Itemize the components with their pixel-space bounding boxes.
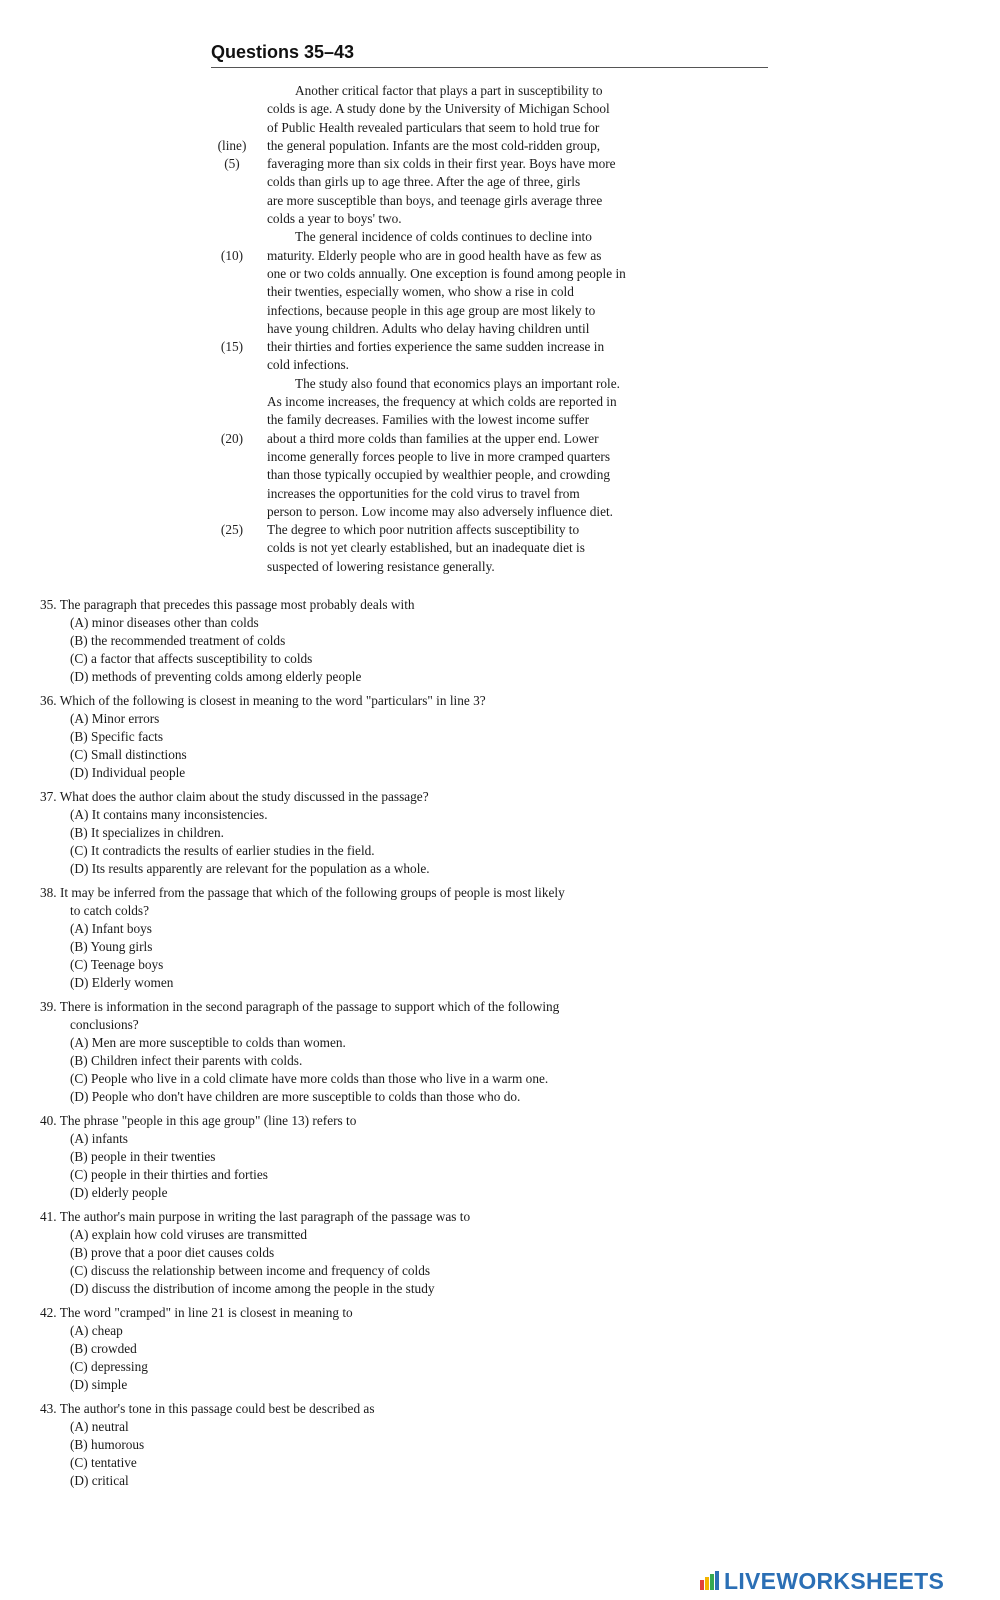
question-stem bbox=[40, 788, 740, 806]
passage-line-text: suspected of lowering resistance generally. bbox=[267, 558, 495, 574]
question-stem-text: What does the author claim about the study discussed in the passage? bbox=[59, 789, 429, 805]
passage-line-text: colds is not yet clearly established, but an inadequate diet is bbox=[267, 540, 585, 556]
question-stem-text: The word "cramped" in line 21 is closest in meaning to bbox=[59, 1305, 353, 1321]
passage-line bbox=[211, 173, 771, 191]
question-40 bbox=[40, 1112, 740, 1202]
question-list bbox=[40, 596, 740, 1496]
line-number: (line) bbox=[217, 137, 247, 153]
passage-line bbox=[211, 558, 771, 576]
passage-line bbox=[211, 539, 771, 557]
question-number: 39. bbox=[40, 999, 57, 1015]
passage-line-text: the general population. Infants are the most cold-ridden group, bbox=[267, 137, 601, 153]
passage-line-text: increases the opportunities for the cold virus to travel from bbox=[267, 485, 580, 501]
passage-line-text: than those typically occupied by wealthier people, and crowding bbox=[267, 467, 611, 483]
question-number: 38. bbox=[40, 885, 57, 901]
passage-line-text: income generally forces people to live in more cramped quarters bbox=[267, 448, 610, 464]
line-number: (15) bbox=[220, 339, 244, 355]
passage-line-text: maturity. Elderly people who are in good health have as few as bbox=[267, 247, 602, 263]
answer-option: (B) It specializes in children. bbox=[70, 824, 224, 840]
answer-option: (C) people in their thirties and forties bbox=[70, 1166, 268, 1182]
answer-option: (C) It contradicts the results of earlier studies in the field. bbox=[70, 842, 375, 858]
question-number: 40. bbox=[40, 1112, 57, 1128]
logo-bar bbox=[700, 1580, 704, 1590]
question-stem-text: The paragraph that precedes this passage most probably deals with bbox=[59, 597, 415, 612]
question-stem bbox=[40, 596, 740, 614]
passage-line bbox=[211, 155, 771, 173]
passage-line bbox=[211, 302, 771, 320]
answer-option: (A) Men are more susceptible to colds than women. bbox=[70, 1034, 346, 1050]
passage-line bbox=[211, 430, 771, 448]
answer-option: (D) Elderly women bbox=[70, 974, 174, 990]
line-number: (20) bbox=[220, 430, 244, 446]
passage-line bbox=[211, 356, 771, 374]
question-stem bbox=[40, 1112, 740, 1130]
passage-line bbox=[211, 82, 771, 100]
passage-line-text: The degree to which poor nutrition affects susceptibility to bbox=[267, 522, 580, 538]
answer-option: (A) Infant boys bbox=[70, 920, 152, 936]
question-stem bbox=[40, 1304, 740, 1322]
question-stem-text: Which of the following is closest in meaning to the word "particulars" in line 3? bbox=[59, 693, 486, 709]
answer-option: (B) prove that a poor diet causes colds bbox=[70, 1244, 275, 1260]
question-number: 37. bbox=[40, 789, 57, 805]
passage-line bbox=[211, 411, 771, 429]
answer-option: (D) elderly people bbox=[70, 1184, 168, 1200]
liveworksheets-mark-icon bbox=[700, 1570, 720, 1592]
question-number: 36. bbox=[40, 693, 57, 709]
passage-line-text: the family decreases. Families with the lowest income suffer bbox=[267, 412, 590, 428]
liveworksheets-logo bbox=[700, 1567, 944, 1595]
logo-bar bbox=[705, 1577, 709, 1590]
passage-line bbox=[211, 338, 771, 356]
answer-option: (B) Specific facts bbox=[70, 728, 164, 744]
question-stem bbox=[40, 1400, 740, 1418]
answer-option: (C) Small distinctions bbox=[70, 746, 187, 762]
passage-line-text: of Public Health revealed particulars that seem to hold true for bbox=[267, 119, 600, 135]
question-42 bbox=[40, 1304, 740, 1394]
question-stem-text: The author's main purpose in writing the last paragraph of the passage was to bbox=[59, 1209, 471, 1224]
answer-option: (A) Minor errors bbox=[70, 710, 160, 726]
answer-option: (D) Individual people bbox=[70, 764, 186, 780]
passage-line bbox=[211, 448, 771, 466]
answer-option: (B) people in their twenties bbox=[70, 1148, 216, 1164]
passage-line-text: infections, because people in this age group are most likely to bbox=[267, 302, 596, 318]
question-number: 41. bbox=[40, 1209, 57, 1224]
passage-line-text: about a third more colds than families at the upper end. Lower bbox=[267, 430, 599, 446]
passage-line bbox=[211, 503, 771, 521]
question-number: 35. bbox=[40, 597, 57, 612]
passage-line-text: faveraging more than six colds in their first year. Boys have more bbox=[267, 156, 616, 172]
question-number: 42. bbox=[40, 1305, 57, 1321]
answer-option: (D) People who don't have children are more susceptible to colds than those who do. bbox=[70, 1088, 521, 1104]
questions-heading: Questions 35–43 bbox=[211, 42, 355, 62]
answer-option: (B) crowded bbox=[70, 1340, 137, 1356]
passage-line bbox=[211, 192, 771, 210]
answer-option: (B) Children infect their parents with colds. bbox=[70, 1052, 303, 1068]
passage-line-text: cold infections. bbox=[267, 357, 349, 373]
answer-option: (C) a factor that affects susceptibility to colds bbox=[70, 650, 313, 666]
passage-line bbox=[211, 100, 771, 118]
passage-line-text: colds than girls up to age three. After the age of three, girls bbox=[267, 174, 581, 190]
answer-option: (D) critical bbox=[70, 1472, 129, 1488]
passage-line bbox=[211, 137, 771, 155]
answer-option: (C) People who live in a cold climate have more colds than those who live in a warm one. bbox=[70, 1070, 549, 1086]
passage-line bbox=[211, 521, 771, 539]
passage-line-text: The study also found that economics plays an important role. bbox=[295, 375, 620, 391]
question-stem-continued: conclusions? bbox=[70, 1016, 139, 1032]
passage-line bbox=[211, 265, 771, 283]
answer-option: (C) depressing bbox=[70, 1358, 148, 1374]
question-stem-continued: to catch colds? bbox=[70, 903, 150, 918]
question-41 bbox=[40, 1208, 740, 1298]
question-stem bbox=[40, 692, 740, 710]
question-stem-text: The phrase "people in this age group" (line 13) refers to bbox=[59, 1112, 357, 1128]
line-number: (5) bbox=[224, 156, 240, 172]
passage-line bbox=[211, 393, 771, 411]
answer-option: (D) Its results apparently are relevant for the population as a whole. bbox=[70, 860, 430, 876]
passage-line-text: person to person. Low income may also adversely influence diet. bbox=[267, 503, 613, 519]
passage-line-text: their thirties and forties experience the same sudden increase in bbox=[267, 339, 605, 355]
passage-line bbox=[211, 228, 771, 246]
answer-option: (B) the recommended treatment of colds bbox=[70, 632, 286, 648]
answer-option: (A) neutral bbox=[70, 1418, 129, 1434]
answer-option: (D) methods of preventing colds among elderly people bbox=[70, 668, 362, 684]
heading-divider bbox=[211, 67, 768, 68]
reading-passage bbox=[211, 82, 771, 576]
question-38 bbox=[40, 884, 740, 991]
answer-option: (A) cheap bbox=[70, 1322, 123, 1338]
answer-option: (C) Teenage boys bbox=[70, 956, 164, 972]
passage-line bbox=[211, 375, 771, 393]
passage-line-text: Another critical factor that plays a part in susceptibility to bbox=[295, 83, 603, 98]
passage-line bbox=[211, 466, 771, 484]
logo-bar bbox=[710, 1574, 714, 1590]
question-35 bbox=[40, 596, 740, 686]
answer-option: (A) explain how cold viruses are transmitted bbox=[70, 1226, 308, 1242]
answer-option: (A) infants bbox=[70, 1130, 128, 1146]
question-stem bbox=[40, 1208, 740, 1226]
passage-line-text: have young children. Adults who delay having children until bbox=[267, 320, 590, 336]
answer-option: (D) simple bbox=[70, 1376, 128, 1392]
passage-line bbox=[211, 210, 771, 228]
line-number: (10) bbox=[220, 247, 244, 263]
passage-line-text: colds is age. A study done by the University of Michigan School bbox=[267, 101, 610, 117]
passage-line-text: their twenties, especially women, who show a rise in cold bbox=[267, 284, 574, 300]
answer-option: (A) minor diseases other than colds bbox=[70, 614, 259, 630]
question-37 bbox=[40, 788, 740, 878]
question-stem bbox=[40, 884, 740, 902]
passage-line-text: one or two colds annually. One exception is found among people in bbox=[267, 265, 626, 281]
question-39 bbox=[40, 998, 740, 1105]
question-43 bbox=[40, 1400, 740, 1490]
passage-line bbox=[211, 485, 771, 503]
passage-line bbox=[211, 320, 771, 338]
passage-line bbox=[211, 283, 771, 301]
answer-option: (C) tentative bbox=[70, 1454, 137, 1470]
passage-line bbox=[211, 119, 771, 137]
answer-option: (D) discuss the distribution of income among the people in the study bbox=[70, 1280, 435, 1296]
question-number: 43. bbox=[40, 1401, 57, 1417]
question-stem-text: There is information in the second paragraph of the passage to support which of the following bbox=[59, 999, 560, 1015]
answer-option: (B) humorous bbox=[70, 1436, 145, 1452]
passage-line bbox=[211, 247, 771, 265]
passage-line-text: are more susceptible than boys, and teenage girls average three bbox=[267, 192, 603, 208]
line-number: (25) bbox=[220, 522, 244, 538]
question-stem-text: It may be inferred from the passage that which of the following groups of people is most likely bbox=[59, 885, 565, 901]
answer-option: (A) It contains many inconsistencies. bbox=[70, 806, 268, 822]
question-stem-text: The author's tone in this passage could best be described as bbox=[59, 1401, 375, 1417]
passage-line-text: colds a year to boys' two. bbox=[267, 211, 402, 227]
logo-bar bbox=[715, 1571, 719, 1590]
passage-line-text: As income increases, the frequency at which colds are reported in bbox=[267, 394, 617, 410]
answer-option: (B) Young girls bbox=[70, 938, 153, 954]
liveworksheets-wordmark: LIVEWORKSHEETS bbox=[724, 1567, 945, 1594]
passage-line-text: The general incidence of colds continues to decline into bbox=[295, 229, 592, 245]
question-36 bbox=[40, 692, 740, 782]
answer-option: (C) discuss the relationship between income and frequency of colds bbox=[70, 1262, 431, 1278]
question-stem bbox=[40, 998, 740, 1016]
